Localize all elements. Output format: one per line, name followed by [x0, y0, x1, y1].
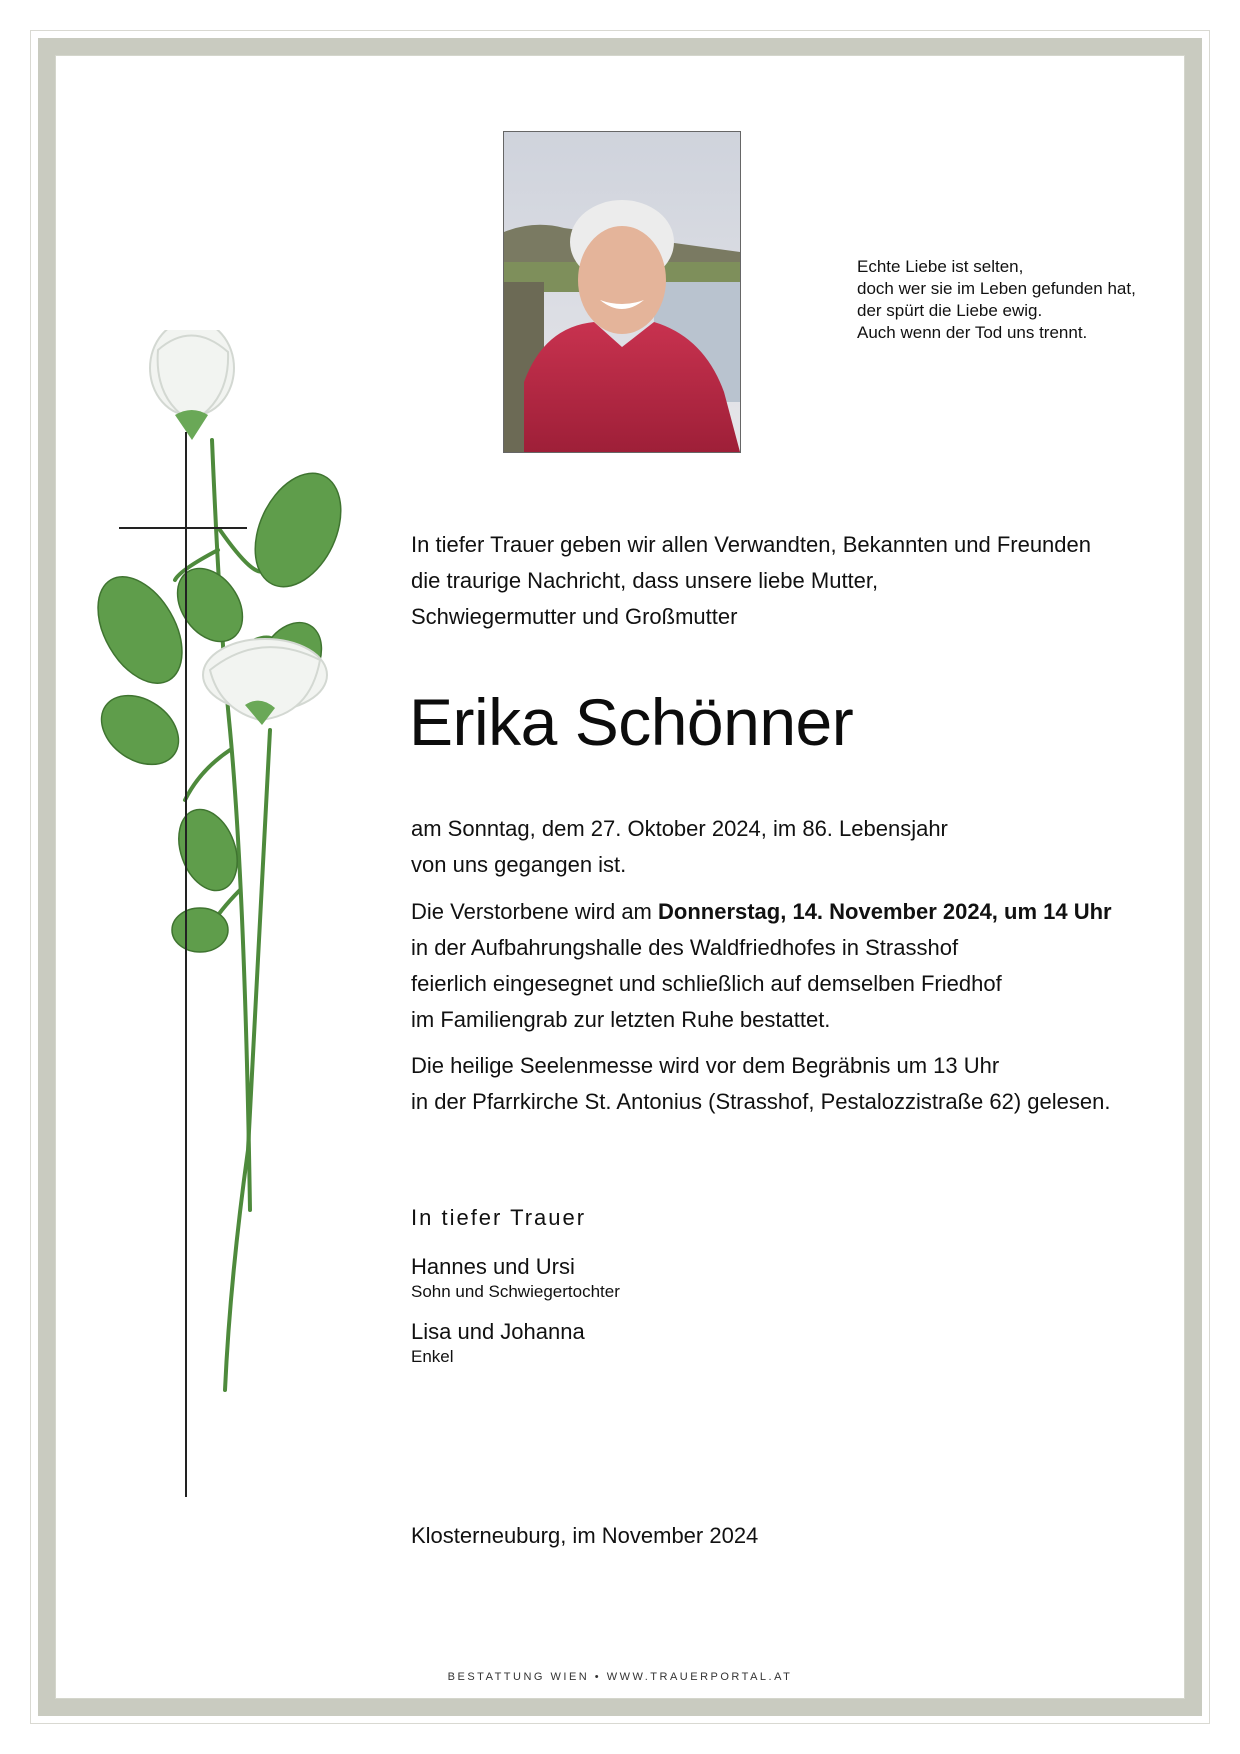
quote-line: Echte Liebe ist selten,: [857, 257, 1024, 276]
cross-horizontal-line: [119, 527, 247, 529]
mass-line: Die heilige Seelenmesse wird vor dem Begräbnis um 13 Uhr: [411, 1053, 1000, 1078]
footer-credit: BESTATTUNG WIEN • WWW.TRAUERPORTAL.AT: [447, 1671, 793, 1683]
mourning-heading: In tiefer Trauer: [411, 1205, 587, 1230]
mourner-relation: Sohn und Schwiegertochter: [411, 1282, 620, 1301]
quote-line: der spürt die Liebe ewig.: [857, 301, 1043, 320]
quote-line: doch wer sie im Leben gefunden hat,: [857, 279, 1136, 298]
mourner-entry: [411, 1318, 1171, 1368]
death-announcement: [411, 811, 1171, 883]
mourner-name: Lisa und Johanna: [411, 1319, 585, 1344]
funeral-details: [411, 894, 1171, 1038]
funeral-line: im Familiengrab zur letzten Ruhe bestattet.: [411, 1007, 831, 1032]
quote-line: Auch wenn der Tod uns trennt.: [857, 323, 1088, 342]
intro-line: die traurige Nachricht, dass unsere liebe Mutter,: [411, 568, 879, 593]
funeral-line: [411, 894, 1171, 930]
mourner-relation: Enkel: [411, 1347, 454, 1366]
intro-text: [411, 527, 1171, 635]
intro-line: Schwiegermutter und Großmutter: [411, 604, 738, 629]
funeral-date-time: Donnerstag, 14. November 2024, um 14 Uhr: [658, 899, 1112, 924]
memorial-quote: [857, 256, 1187, 344]
mass-line: in der Pfarrkirche St. Antonius (Strasshof, Pestalozzistraße 62) gelesen.: [411, 1089, 1111, 1114]
funeral-line-prefix: Die Verstorbene wird am: [411, 899, 658, 924]
death-line: von uns gegangen ist.: [411, 852, 627, 877]
mourner-entry: [411, 1253, 1171, 1303]
place-and-date: Klosterneuburg, im November 2024: [411, 1523, 759, 1548]
mass-details: [411, 1048, 1171, 1120]
portrait-photo: [503, 131, 741, 453]
intro-line: In tiefer Trauer geben wir allen Verwandten, Bekannten und Freunden: [411, 532, 1092, 557]
funeral-line: in der Aufbahrungshalle des Waldfriedhofes in Strasshof: [411, 935, 959, 960]
death-line: am Sonntag, dem 27. Oktober 2024, im 86. Lebensjahr: [411, 816, 948, 841]
deceased-name: Erika Schönner: [409, 685, 854, 759]
mourner-name: Hannes und Ursi: [411, 1254, 575, 1279]
cross-vertical-line: [185, 432, 187, 1497]
white-rose-illustration: [80, 330, 380, 1420]
funeral-line: feierlich eingesegnet und schließlich auf demselben Friedhof: [411, 971, 1002, 996]
